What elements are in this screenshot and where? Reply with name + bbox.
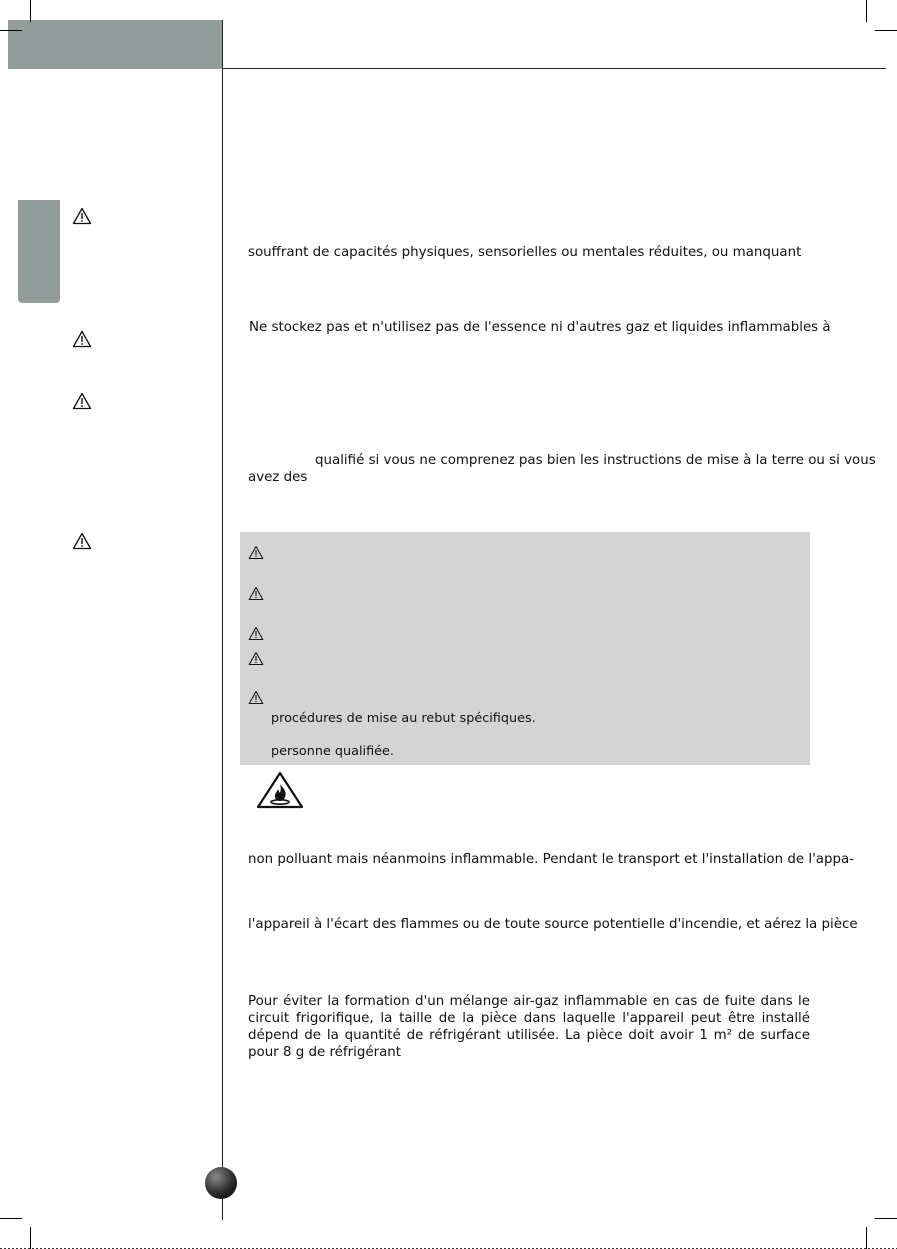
crop-mark (866, 0, 867, 22)
warning-triangle-icon (248, 586, 264, 601)
body-line: l'appareil à l'écart des flammes ou de toute source potentielle d'incendie, et aérez la pièce (248, 917, 858, 932)
language-side-tab (18, 200, 60, 303)
flammable-gas-icon (256, 771, 304, 809)
crop-mark (30, 0, 31, 22)
body-line: Ne stockez pas et n'utilisez pas de l'essence ni d'autres gaz et liquides inflammables à (249, 320, 831, 335)
warning-box-line: procédures de mise au rebut spécifiques. (271, 711, 536, 726)
margin-rule (222, 20, 223, 1220)
warning-triangle-icon (72, 532, 92, 550)
page-number-disc (205, 1167, 237, 1199)
warning-box-line: personne qualifiée. (271, 744, 394, 759)
crop-mark (866, 1227, 867, 1249)
warning-triangle-icon (248, 626, 264, 641)
crop-mark (875, 30, 897, 31)
warning-triangle-icon (72, 207, 92, 225)
warning-triangle-icon (248, 690, 264, 705)
body-line: non polluant mais néanmoins inflammable. Pendant le transport et l'installation de l'appa- (248, 852, 854, 867)
body-paragraph: Pour éviter la formation d'un mélange air-gaz inflammable en cas de fuite dans le circuit frigorifique, la taille de la pièce dans laquelle l'appareil peut être installé dépend de la quantité de réfrigérant utilisée. La pièce doit avoir 1 m² de surface pour 8 g de réfrigérant (248, 994, 810, 1060)
warning-triangle-icon (72, 392, 92, 410)
crop-mark (30, 1227, 31, 1249)
crop-mark (875, 1218, 897, 1219)
body-line: avez des (248, 470, 308, 485)
warning-triangle-icon (248, 651, 264, 666)
warning-triangle-icon (248, 545, 264, 560)
warning-box (240, 532, 810, 765)
crop-mark (0, 1218, 22, 1219)
crop-mark (0, 30, 22, 31)
header-tab (8, 20, 222, 69)
body-line: qualifié si vous ne comprenez pas bien les instructions de mise à la terre ou si vous (315, 453, 876, 468)
body-line: souffrant de capacités physiques, sensorielles ou mentales réduites, ou manquant (248, 245, 802, 260)
warning-triangle-icon (72, 330, 92, 348)
header-rule (222, 68, 886, 69)
